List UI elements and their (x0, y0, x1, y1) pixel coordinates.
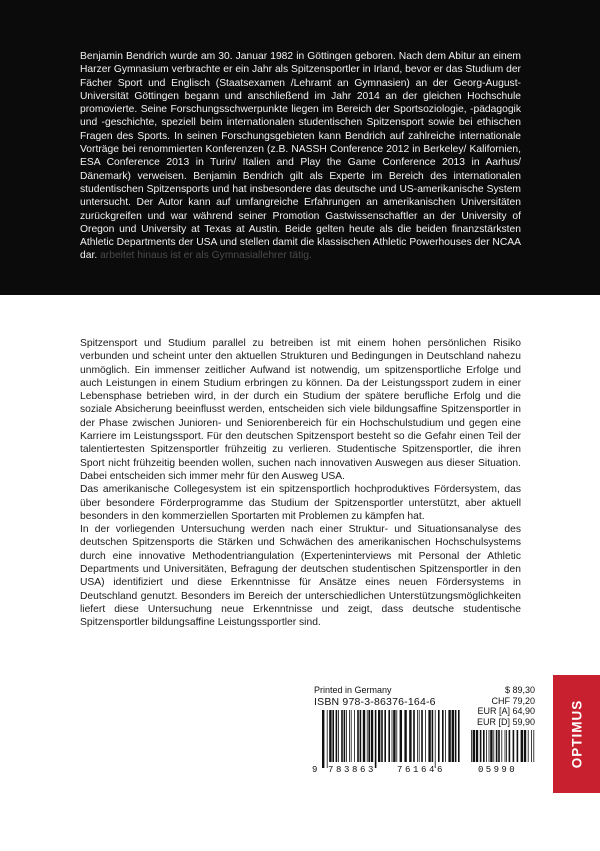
barcode-bar (400, 710, 402, 762)
barcode-bar (528, 730, 529, 762)
barcode-bar (432, 710, 434, 762)
barcode-bar (483, 730, 485, 762)
barcode-bar (371, 710, 373, 762)
barcode-bar (417, 710, 418, 762)
barcode-bar (354, 710, 355, 762)
barcode-bar (357, 710, 359, 762)
barcode-bar (322, 710, 324, 768)
barcode-bar (435, 710, 436, 768)
barcode-bar (381, 710, 383, 762)
barcode-bar (384, 710, 386, 762)
barcode-bar (419, 710, 420, 762)
barcode-bar (501, 730, 502, 762)
barcode-bar (336, 710, 338, 762)
blurb-paragraph-1: Spitzensport und Studium parallel zu betreiben ist mit einem hohen persönlichen Risiko verbunden und scheint unter den aktuellen Strukturen und Bedingungen in Deutschland nahezu unmöglich. Ein immenser zeitlicher Aufwand ist notwendig, um spitzensportliche Erfolge und auch Leistungen in einem Studium erbringen zu können. Da der Leistungssport zudem in einer Lebensphase betrieben wird, in der durch ein Studium der spätere berufliche Erfolg und die soziale Absicherung beeinflusst werden, entscheiden sich viele bildungsaffine Spitzensportler in der Phase zwischen Junioren- und Seniorenbereich für ein Hochschulstudium und gegen eine Karriere im Leistungssport. Für den deutschen Spitzensport besteht so die Gefahr einen Teil der talentiertesten Spitzensportler frühzeitig zu verlieren. Studentische Spitzensportler, die ihren Sport nicht frühzeitig beenden wollen, suchen nach innovativen Auswegen aus dieser Situation. Dabei entscheiden sich immer mehr für den Ausweg USA. (80, 338, 521, 482)
barcode-bar (367, 710, 368, 762)
author-bio-ghost-text: arbeitet hinaus ist er als Gymnasiallehrer tätig. (100, 250, 312, 262)
barcode-bar (375, 710, 377, 768)
price-eur-a: EUR [A] 64,90 (477, 706, 535, 716)
barcode-bar (496, 730, 498, 762)
barcode-lead-digit: 9 (312, 765, 318, 775)
barcode-bar (349, 710, 350, 762)
blurb-paragraph-2: Das amerikanische Collegesystem ist ein spitzensportlich hochproduktives Fördersystem, das über besondere Förderprogramme das Studium der Spitzensportler unterstützt, aber aktuell besonders in den kommerziellen Sportarten mit Problemen zu kämpfen hat. (80, 484, 521, 522)
barcode-bar (452, 710, 454, 762)
barcode-block (312, 685, 535, 773)
ean-barcode (322, 710, 462, 768)
barcode-bar (473, 730, 475, 762)
barcode-bar (509, 730, 511, 762)
barcode-bar (513, 730, 515, 762)
barcode-bar (442, 710, 444, 762)
barcode-left-digits: 783863 (328, 765, 377, 775)
publisher-logo-tab (553, 675, 600, 793)
barcode-bar (471, 730, 472, 762)
barcode-bar (458, 710, 460, 762)
barcode-bar (344, 710, 346, 762)
barcode-bar (521, 730, 523, 762)
barcode-bar (524, 730, 526, 762)
barcode-bar (489, 730, 490, 762)
barcode-bar (480, 730, 482, 762)
barcode-bar (360, 710, 362, 762)
barcode-bar (428, 710, 430, 762)
barcode-bar (445, 710, 446, 762)
price-eur-d: EUR [D] 59,90 (476, 716, 535, 727)
barcode-bar (505, 730, 506, 762)
barcode-bar (363, 710, 365, 762)
barcode-bar (498, 730, 500, 762)
barcode-bar (409, 710, 411, 762)
barcode-bar (388, 710, 390, 762)
author-bio (80, 50, 521, 263)
barcode-bar (338, 710, 339, 762)
price-list (477, 685, 535, 727)
barcode-bar (329, 710, 331, 762)
price-chf: CHF 79,20 (491, 695, 535, 706)
barcode-bar (341, 710, 343, 762)
barcode-bar (368, 710, 370, 762)
barcode-bar (531, 730, 532, 762)
barcode-bar (392, 710, 393, 762)
author-bio-text: Benjamin Bendrich wurde am 30. Januar 1982 in Göttingen geboren. Nach dem Abitur an einem Harzer Gymnasium verbrachte er ein Jahr als Spitzensportler in Irland, bevor er das Studium der Fächer Sport und Englisch (Staatsexamen /Lehramt an Gymnasien) an der Georg-August-Universität Göttingen begann und anschließend im Jahr 2014 an der gleichen Hochschule promovierte. Seine Forschungsschwerpunkte liegen im Bereich der Sportsoziologie, -pädagogik und -geschichte, speziell beim internationalen studentischen Spitzensport sowie bei ethischen Fragen des Sports. In seinen Forschungsgebieten kann Bendrich auf zahlreiche internationale Vorträge bei renommierten Konferenzen (z.B. NASSH Conference 2012 in Berkeley/ Kalifornien, ESA Conference 2013 in Turin/ Italien and Play the Game Conference 2013 in Aarhus/ Dänemark) verweisen. Benjamin Bendrich gilt als Experte im Bereich des internationalen studentischen Spitzensports und hat insbesondere das deutsche und US-amerikanische System untersucht. Der Autor kann auf umfangreiche Erfahrungen an amerikanischen Universitäten zurückgreifen und war während seiner Promotion Gastwissenschaftler an der University of Oregon und University at Texas at Austin. Beide gelten heute als die beiden finanzstärksten Athletic Departments der USA und stellen damit die klassischen Athletic Powerhouses der NCAA dar. (80, 51, 521, 262)
barcode-bar (455, 710, 457, 762)
barcode-right-digits: 761646 (397, 765, 446, 775)
barcode-bar (493, 730, 494, 762)
barcode-bar (413, 710, 415, 762)
blurb-paragraph-3: In der vorliegenden Untersuchung werden nach einer Struktur- und Situationsanalyse des deutschen Spitzensports die Stärken und Schwächen des amerikanischen Hochschulsystems durch eine innovative Methodentriangulation (Experteninterviews mit Personal der Athletic Departments und Universitäten, Befragung der deutschen studentischen Spitzensportler in den USA) identifiziert und diese Erkenntnisse für Ansätze eines neuen Fördersystems in Deutschland genutzt. Besonders im Bereich der unterschiedlichen Unterstützungsmöglichkeiten liefert diese Untersuchung neue Erkenntnisse und zeigt, dass deutsche studentische Spitzensportler bildungsaffine Leistungssportler sind. (80, 524, 521, 629)
publisher-logo: OPTIMUS (569, 699, 584, 769)
barcode-bar (327, 710, 328, 768)
barcode-bar (425, 710, 426, 762)
barcode-bar (490, 730, 492, 762)
barcode-bar (486, 730, 487, 762)
price-usd: $ 89,30 (504, 685, 535, 695)
barcode-bar (346, 710, 347, 762)
addon-barcode (471, 730, 535, 768)
barcode-bar (332, 710, 334, 762)
barcode-bar (438, 710, 440, 762)
barcode-bar (396, 710, 397, 762)
barcode-bar (517, 730, 519, 762)
barcode-bar (404, 710, 406, 762)
barcode-bar (393, 710, 395, 762)
book-blurb (80, 337, 521, 630)
isbn-label: ISBN 978-3-86376-164-6 (314, 696, 436, 708)
barcode-bar (476, 730, 478, 762)
barcode-bar (351, 710, 352, 762)
barcode-bar (533, 730, 534, 762)
barcode-bar (378, 710, 380, 762)
barcode-bar (448, 710, 450, 762)
author-bio-band (0, 0, 600, 295)
barcode-addon-digits: 05990 (478, 765, 518, 775)
printed-in-label: Printed in Germany (314, 685, 392, 695)
barcode-bar (506, 730, 507, 762)
barcode-bar (421, 710, 423, 762)
